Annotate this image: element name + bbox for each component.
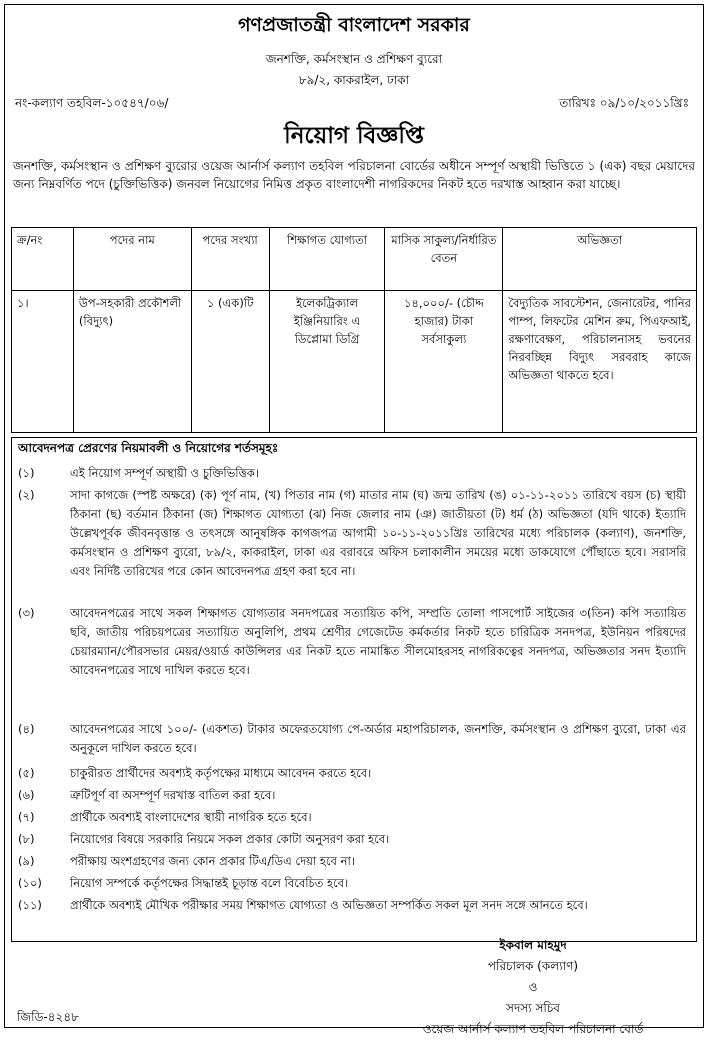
rule-number: (৬) [18,788,35,802]
signatory-name: ইকবাল মাহমুদ [499,938,567,952]
signatory-board: ওয়েজ আর্নার্স কল্যাণ তহবিল পরিচালনা বোর্ড [422,1022,644,1036]
rule-number: (১১) [18,898,42,912]
col-post-count: পদের সংখ্যা [191,228,269,291]
rule-text: আবেদনপত্রের সাথে সকল শিক্ষাগত যোগ্যতার সনদপত্রের সত্যায়িত কপি, সম্প্রতি তোলা পাসপোর্ট সাইজের ৩(তিন) কপি সত্যায়িত ছবি, জাতীয় পরিচয়পত্রের সত্যায়িত অনুলিপি, প্রথম শ্রেণীর গেজেটেড কর্মকর্তার নিকট হতে চারিত্রিক সনদপত্র, ইউনিয়ন পরিষদের চেয়ারম্যান/পৌরসভার মেয়র/ওয়ার্ড কাউন্সিলর এর নিকট হতে নামাঙ্কিত সীলমোহরসহ নাগরিকত্বের সনদপত্র, অভিজ্ঞতার সনদ ইত্যাদি আবেদনপত্রের সাথে দাখিল করতে হবে। [70,606,686,677]
rule-number: (২) [18,488,35,502]
memo-number: নং-কল্যাণ তহবিল-১০৫৪৭/০৬/ [15,96,169,110]
col-qualification: শিক্ষাগত যোগ্যতা [269,228,385,291]
rules-section [11,437,697,942]
rule-text: আবেদনপত্রের সাথে ১০০/- (একশত) টাকার অফেরতযোগ্য পে-অর্ডার মহাপরিচালক, জনশক্তি, কর্মসংস্থান ও প্রশিক্ষণ ব্যুরো, ঢাকা এর অনুকূলে দাখিল করতে হবে। [70,722,686,755]
intro-paragraph: জনশক্তি, কর্মসংস্থান ও প্রশিক্ষণ ব্যুরোর ওয়েজ আর্নার্স কল্যাণ তহবিল পরিচালনা বোর্ডের অধীনে সম্পূর্ণ অস্থায়ী ভিত্তিতে ১ (এক) বছর মেয়াদের জন্য নিম্নবর্ণিত পদে (চুক্তিভিত্তিক) জনবল নিয়োগের নিমিত্ত প্রকৃত বাংলাদেশী নাগরিকদের নিকট হতে দরখাস্ত আহ্বান করা যাচ্ছে। [13,159,695,191]
rule-number: (১০) [18,876,42,890]
rule-text: সাদা কাগজে (স্পষ্ট অক্ষরে) (ক) পূর্ণ নাম, (খ) পিতার নাম (গ) মাতার নাম (ঘ) জন্ম তারিখ (ঙ) ০১-১১-২০১১ তারিখে বয়স (চ) স্থায়ী ঠিকানা (ছ) বর্তমান ঠিকানা (জ) শিক্ষাগত যোগ্যতা (ঝ) নিজ জেলার নাম (ঞ) জাতীয়তা (ট) ধর্ম (ঠ) অভিজ্ঞতা (যদি থাকে) ইত্যাদি উল্লেখপূর্বক জীবনবৃত্তান্ত ও তৎসঙ্গে আনুষঙ্গিক কাগজপত্র আগামী ১০-১১-২০১১খ্রিঃ তারিখের মধ্যে পরিচালক (কল্যাণ), জনশক্তি, কর্মসংস্থান ও প্রশিক্ষণ ব্যুরো, ৮৯/২, কাকরাইল, ঢাকা এর বরাবরে অফিস চলাকালীন সময়ের মধ্যে ডাকযোগে পৌঁছাতে হবে। সরাসরি এবং নির্দিষ্ট তারিখের পরে কোন আবেদনপত্র গ্রহণ করা হবে না। [70,488,686,578]
office-name: জনশক্তি, কর্মসংস্থান ও প্রশিক্ষণ ব্যুরো [265,52,443,66]
cell-experience: বৈদ্যুতিক সাবস্টেশন, জেনারেটর, পানির পাম্প, লিফটের মেশিন রুম, পিএফআই, রক্ষণাবেক্ষণ, পরিচালনাসহ ভবনের নিরবচ্ছিন্ন বিদ্যুৎ সরবরাহ কাজে অভিজ্ঞতা থাকতে হবে। [503,291,697,433]
notice-title: নিয়োগ বিজ্ঞপ্তি [284,123,424,149]
signatory-designation: পরিচালক (কল্যাণ) [487,959,579,973]
cell-post: উপ-সহকারী প্রকৌশলী (বিদ্যুৎ) [73,291,191,433]
rules-heading: আবেদনপত্র প্রেরণের নিয়মাবলী ও নিয়োগের শর্তসমূহঃ [18,441,279,455]
rule-text: এই নিয়োগ সম্পূর্ণ অস্থায়ী ও চুক্তিভিত্তিক। [70,466,259,480]
rule-text: ত্রুটিপূর্ণ বা অসম্পূর্ণ দরখাস্ত বাতিল করা হবে। [70,788,276,802]
col-experience: অভিজ্ঞতা [503,228,697,291]
signatory-role: সদস্য সচিব [506,1001,560,1015]
office-address: ৮৯/২, কাকরাইল, ঢাকা [298,73,410,87]
cell-qualification: ইলেকট্রিক্যাল ইঞ্জিনিয়ারিং এ ডিপ্লোমা ডিগ্রি [269,291,385,433]
rule-number: (৩) [18,606,35,620]
rule-text: চাকুরীরত প্রার্থীদের অবশ্যই কর্তৃপক্ষের মাধ্যমে আবেদন করতে হবে। [70,766,372,780]
cell-count: ১ (এক)টি [191,291,269,433]
rule-number: (৯) [18,854,35,868]
rule-number: (৮) [18,832,35,846]
posts-table [11,227,697,433]
col-serial: ক্র/নং [12,228,74,291]
rule-number: (৫) [18,766,35,780]
cell-salary: ১৪,০০০/- (চৌদ্দ হাজার) টাকা সর্বসাকুল্য [385,291,503,433]
cell-serial: ১। [12,291,74,433]
rule-text: প্রার্থীকে অবশ্যই বাংলাদেশের স্থায়ী নাগরিক হতে হবে। [70,810,312,824]
rule-text: নিয়োগের বিষয়ে সরকারি নিয়মে সকল প্রকার কোটা অনুসরণ করা হবে। [70,832,390,846]
rule-number: (৭) [18,810,35,824]
col-post-name: পদের নাম [73,228,191,291]
gd-code: জিডি-৪২৪৮ [17,1010,79,1024]
rule-number: (১) [18,466,35,480]
col-salary: মাসিক সাকুল্য/নির্ধারিত বেতন [385,228,503,291]
notice-page [4,4,704,1036]
rule-text: পরীক্ষায় অংশগ্রহণের জন্য কোন প্রকার টিএ/ডিএ দেয়া হবে না। [70,854,355,868]
rule-number: (৪) [18,722,35,736]
signature-block [383,935,683,1040]
rule-text: প্রার্থীকে অবশ্যই মৌখিক পরীক্ষার সময় শিক্ষাগত যোগ্যতা ও অভিজ্ঞতা সম্পর্কিত সকল মূল সনদ সঙ্গে আনতে হবে। [70,898,588,912]
rule-text: নিয়োগ সম্পর্কে কর্তৃপক্ষের সিদ্ধান্তই চূড়ান্ত বলে বিবেচিত হবে। [70,876,349,890]
table-row [12,291,697,433]
notice-date: তারিখঃ ০৯/১০/২০১১খ্রিঃ [559,96,689,110]
government-title: গণপ্রজাতন্ত্রী বাংলাদেশ সরকার [238,14,470,36]
table-header-row [12,228,697,291]
signatory-conjunction: ও [528,980,538,994]
